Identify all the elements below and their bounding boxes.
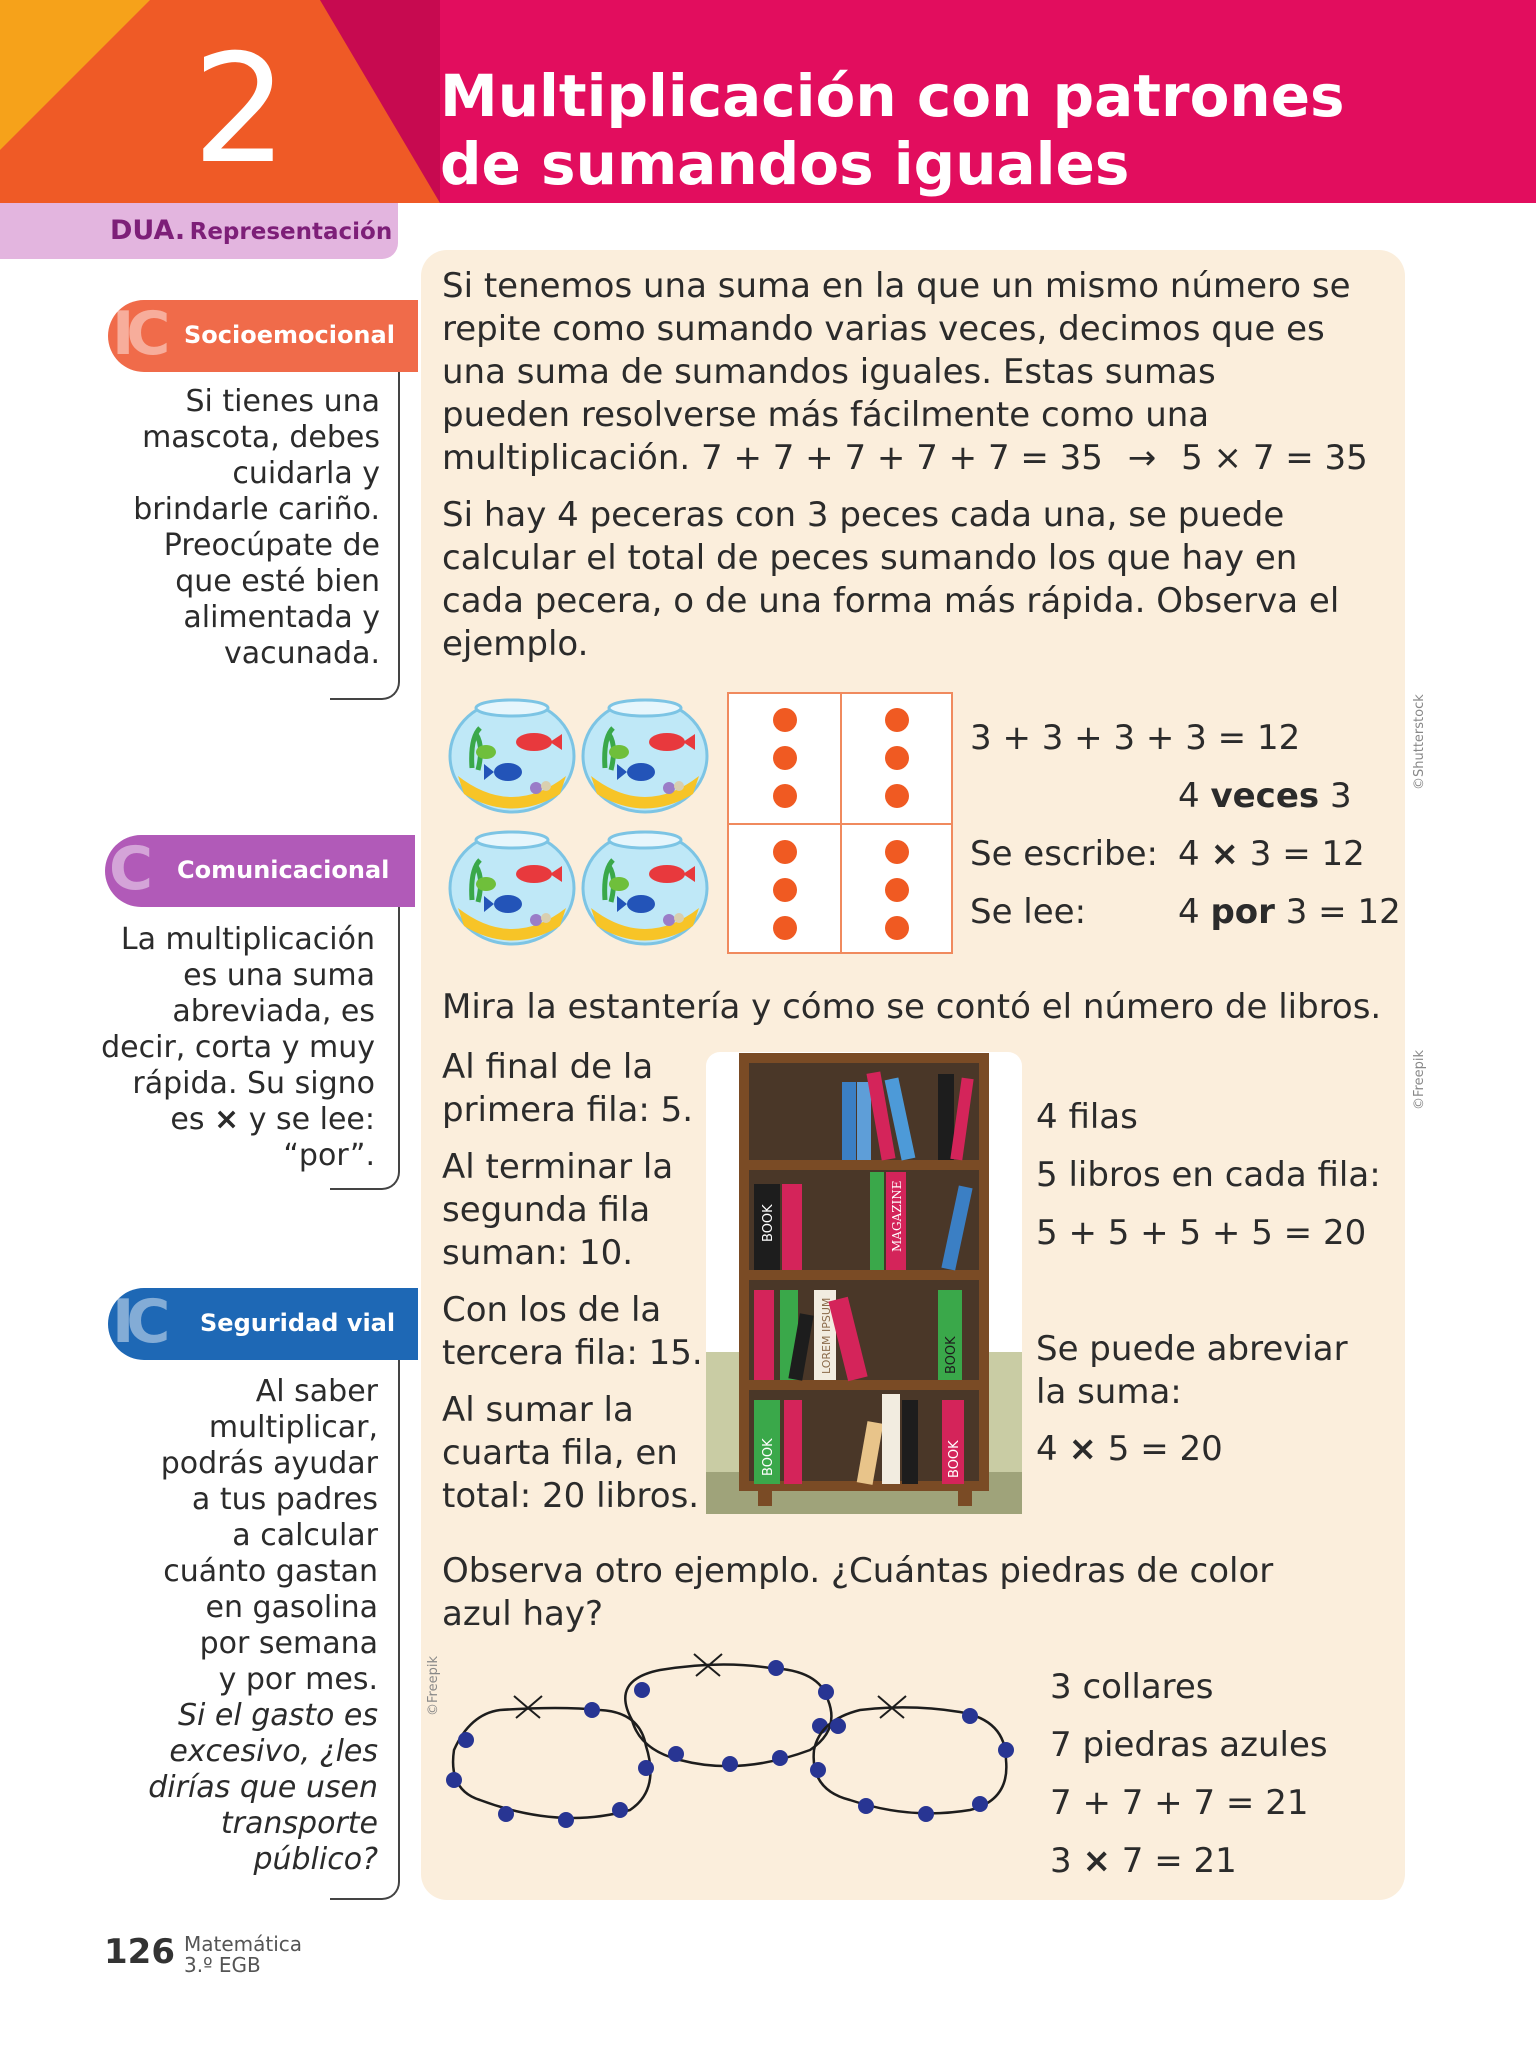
sidebar-line: vacunada. [223, 636, 380, 671]
shelf-sum: 5 + 5 + 5 + 5 = 20 [1036, 1213, 1367, 1253]
orange-dot [773, 916, 797, 940]
sidebar-line: en gasolina [205, 1590, 378, 1625]
fishbowls-illustration [440, 690, 720, 960]
magazine-spine-label: MAGAZINE [890, 1180, 904, 1252]
header-yellow-corner [0, 0, 150, 150]
fish-paragraph [442, 494, 1402, 666]
c-logo-icon: C [109, 834, 146, 904]
page-title-line-2: de sumandos iguales [440, 130, 1130, 198]
sidebar-italic-line: Si el gasto es [177, 1698, 378, 1733]
times-word: veces [1210, 776, 1320, 816]
comunicacional-label: Comunicacional [177, 856, 390, 884]
fishbowl [450, 832, 574, 944]
fishbowl [583, 832, 707, 944]
sidebar-line: es una suma [183, 958, 375, 993]
sidebar-line: y por mes. [218, 1662, 378, 1697]
socioemocional-tag [108, 300, 418, 372]
necklace-stones: 7 piedras azules [1050, 1725, 1328, 1765]
sidebar-line: Al saber [255, 1374, 378, 1409]
l4-post: 7 = 21 [1121, 1841, 1237, 1881]
shutterstock-credit: ©Shutterstock [1412, 694, 1427, 790]
shelf-step-line: Al final de la [442, 1047, 654, 1087]
orange-dot [773, 708, 797, 732]
sidebar-line: “por”. [283, 1138, 375, 1173]
shelf-step-line: total: 20 libros. [442, 1476, 700, 1516]
book-spine-label: BOOK [944, 1336, 959, 1374]
sidebar-line: a calcular [232, 1518, 378, 1553]
sidebar-italic-line: excesivo, ¿les [169, 1734, 378, 1769]
shelf-step-line: primera fila: 5. [442, 1090, 694, 1130]
necklace-question-line: Observa otro ejemplo. ¿Cuántas piedras de color [442, 1551, 1274, 1591]
sidebar-line: La multiplicación [120, 922, 375, 957]
orange-dot [885, 784, 909, 808]
comunicacional-tag [105, 835, 415, 907]
shelf-per-row: 5 libros en cada fila: [1036, 1155, 1381, 1195]
ic-logo-icon: IC [112, 299, 163, 369]
shelf-abbr [1036, 1328, 1406, 1471]
sidebar-line: mascota, debes [142, 420, 380, 455]
fish-line: calcular el total de peces sumando los que hay en [442, 538, 1298, 578]
necklace [446, 1696, 654, 1828]
unit-number: 2 [192, 23, 288, 197]
necklace [810, 1696, 1014, 1822]
page-number: 126 [104, 1932, 175, 1972]
write-label: Se escribe: [970, 834, 1159, 874]
page-title-line-1: Multiplicación con patrones [440, 62, 1345, 130]
necklace-count: 3 collares [1050, 1667, 1214, 1707]
fishbowl [450, 700, 574, 812]
footer-grade: 3.º EGB [184, 1953, 261, 1977]
orange-dot [773, 840, 797, 864]
sidebar-italic-line: dirías que usen [148, 1770, 378, 1805]
shelf-mult [1036, 1428, 1406, 1471]
write-equation [1178, 834, 1365, 874]
sidebar-line: que esté bien [175, 564, 380, 599]
sidebar-line: podrás ayudar [160, 1446, 378, 1481]
mult-post: 5 = 20 [1107, 1429, 1223, 1469]
sidebar-line: abreviada, es [172, 994, 375, 1029]
book-spine-label: BOOK [947, 1440, 962, 1478]
page-title [440, 62, 1500, 198]
sidebar-italic-line: transporte [220, 1806, 378, 1841]
orange-dot [885, 746, 909, 770]
fish-line: Si hay 4 peceras con 3 peces cada una, se puede [442, 495, 1285, 535]
multiplication-sign: × [1210, 834, 1239, 874]
necklace-summary [1050, 1658, 1400, 1890]
shelf-step-line: Al terminar la [442, 1147, 674, 1187]
orange-dot [773, 784, 797, 808]
fish-times [1178, 776, 1352, 816]
times-a: 4 [1178, 776, 1200, 816]
intro-line: pueden resolverse más fácilmente como una [442, 395, 1210, 435]
orange-dot [885, 708, 909, 732]
sidebar-italic-line: público? [253, 1842, 378, 1877]
multiplication-sign: × [214, 1102, 240, 1137]
orange-dot [885, 916, 909, 940]
intro-product: 5 × 7 = 35 [1181, 438, 1368, 478]
dot-grid [727, 692, 953, 954]
shelf-abbr-line: Se puede abreviar [1036, 1329, 1348, 1369]
freepik-credit: ©Freepik [1412, 1050, 1427, 1110]
freepik-credit: ©Freepik [426, 1656, 441, 1716]
sidebar-line: alimentada y [183, 600, 380, 635]
ic-logo-icon: IC [112, 1287, 163, 1357]
fish-sum: 3 + 3 + 3 + 3 = 12 [970, 718, 1301, 758]
lorem-spine-label: LOREM IPSUM [820, 1297, 833, 1374]
sidebar-line: a tus padres [191, 1482, 378, 1517]
shelf-step-line: segunda fila [442, 1190, 651, 1230]
socioemocional-text [100, 384, 380, 672]
arrow-right-icon: → [1127, 438, 1157, 478]
orange-dot [885, 878, 909, 902]
seguridad-vial-tag [108, 1288, 418, 1360]
fishbowl [583, 700, 707, 812]
dua-label: DUA. [110, 215, 186, 246]
seguridad-vial-label: Seguridad vial [200, 1309, 396, 1337]
footer-info [184, 1934, 302, 1976]
shelf-step-line: cuarta fila, en [442, 1433, 678, 1473]
shelf-step-line: tercera fila: 15. [442, 1333, 703, 1373]
necklace [625, 1654, 834, 1772]
mult-pre: 4 [1036, 1429, 1058, 1469]
shelf-summary [1036, 1096, 1406, 1255]
read-word: por [1210, 892, 1275, 932]
necklace-question-line: azul hay? [442, 1594, 604, 1634]
comunicacional-text [90, 922, 375, 1174]
sidebar-line [90, 1102, 375, 1138]
read-pre: 4 [1178, 892, 1200, 932]
sidebar-line: rápida. Su signo [132, 1066, 375, 1101]
sidebar-line: brindarle cariño. [133, 492, 380, 527]
sidebar-line: Si tienes una [185, 384, 380, 419]
times-b: 3 [1329, 776, 1352, 816]
read-label: Se lee: [970, 892, 1087, 932]
fish-line: ejemplo. [442, 624, 589, 664]
intro-line [442, 437, 1402, 480]
multiplication-sign: × [1068, 1429, 1097, 1469]
sidebar-line: por semana [199, 1626, 378, 1661]
orange-dot [885, 840, 909, 864]
orange-dot [773, 746, 797, 770]
sidebar-line: decir, corta y muy [101, 1030, 375, 1065]
intro-line: Si tenemos una suma en la que un mismo número se [442, 266, 1351, 306]
shelf-abbr-line: la suma: [1036, 1372, 1182, 1412]
sidebar-line: cuidarla y [232, 456, 380, 491]
book-spine-label: BOOK [761, 1204, 776, 1242]
l4-pre: 3 [1050, 1841, 1072, 1881]
sidebar-line: Preocúpate de [163, 528, 380, 563]
shelf-intro: Mira la estantería y cómo se contó el número de libros. [442, 987, 1382, 1027]
book-spine-label: BOOK [761, 1438, 776, 1476]
shelf-step-line: Con los de la [442, 1290, 662, 1330]
intro-line: repite como sumando varias veces, decimos que es [442, 309, 1325, 349]
shelf-rows: 4 filas [1036, 1097, 1138, 1137]
seguridad-vial-text [95, 1374, 378, 1878]
necklace-sum: 7 + 7 + 7 = 21 [1050, 1783, 1309, 1823]
multiplication-sign: × [1082, 1841, 1111, 1881]
read-post: 3 = 12 [1285, 892, 1401, 932]
intro-equation: multiplicación. 7 + 7 + 7 + 7 + 7 = 35 [442, 438, 1103, 478]
sign-line-pre: es [170, 1102, 205, 1137]
grid-divider [729, 823, 951, 825]
sidebar-line: cuánto gastan [163, 1554, 378, 1589]
shelf-step-line: Al sumar la [442, 1390, 634, 1430]
shelf-steps [442, 1046, 712, 1518]
dua-tab [0, 203, 398, 259]
intro-line: una suma de sumandos iguales. Estas sumas [442, 352, 1216, 392]
sign-line-post: y se lee: [248, 1102, 375, 1137]
necklace-mult [1050, 1832, 1400, 1890]
footer-subject: Matemática [184, 1932, 303, 1956]
intro-paragraph [442, 265, 1402, 480]
dua-type: Representación [189, 219, 393, 245]
necklace-question [442, 1550, 1402, 1636]
bookshelf-illustration [706, 1052, 1022, 1514]
orange-dot [773, 878, 797, 902]
sidebar-line: multiplicar, [208, 1410, 378, 1445]
fish-line: cada pecera, o de una forma más rápida. Observa el [442, 581, 1340, 621]
write-post: 3 = 12 [1249, 834, 1365, 874]
shelf-step-line: suman: 10. [442, 1233, 634, 1273]
read-equation [1178, 892, 1401, 932]
necklaces-illustration [440, 1650, 1020, 1890]
write-pre: 4 [1178, 834, 1200, 874]
socioemocional-label: Socioemocional [184, 321, 395, 349]
